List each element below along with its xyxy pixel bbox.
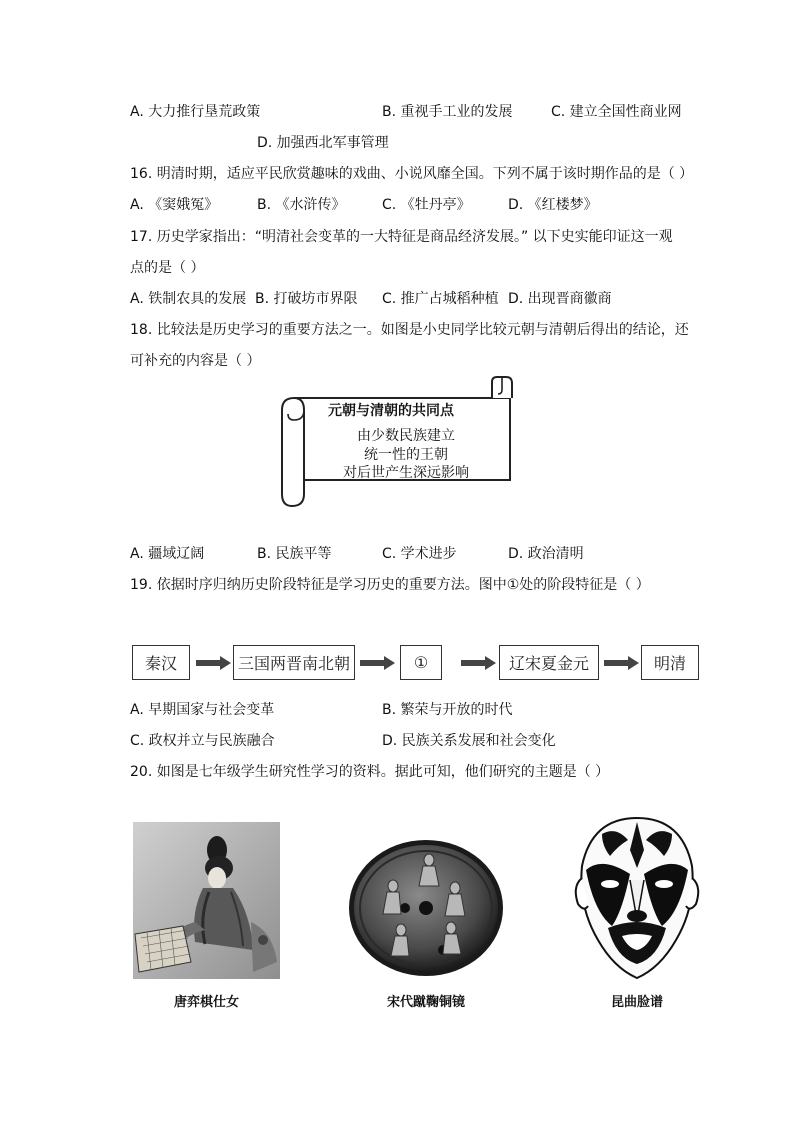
q16-option-d: D. 《红楼梦》: [508, 197, 598, 213]
q20-stem: 20. 如图是七年级学生研究性学习的资料。据此可知，他们研究的主题是（ ）: [130, 764, 610, 780]
caption-kunqu-mask: 昆曲脸谱: [610, 995, 663, 1010]
q17-option-a: A. 铁制农具的发展: [130, 291, 247, 307]
q17-option-c: C. 推广占城稻种植: [382, 291, 499, 307]
timeline-box-ming-qing: 明清: [641, 645, 699, 680]
timeline-box-blank: ①: [400, 645, 442, 680]
arrow-icon: [461, 655, 497, 671]
q16-option-a: A. 《窦娥冤》: [130, 197, 219, 213]
q16-stem: 16. 明清时期，适应平民欣赏趣味的戏曲、小说风靡全国。下列不属于该时期作品的是（ ）: [130, 166, 694, 182]
q17-stem-line1: 17. 历史学家指出：“明清社会变革的一大特征是商品经济发展。” 以下史实能印证这一观: [130, 229, 673, 245]
q18-option-b: B. 民族平等: [257, 546, 332, 562]
arrow-icon: [360, 655, 396, 671]
q18-stem-line1: 18. 比较法是历史学习的重要方法之一。如图是小史同学比较元朝与清朝后得出的结论，还: [130, 322, 689, 338]
q18-option-d: D. 政治清明: [508, 546, 584, 562]
q17-option-d: D. 出现晋商徽商: [508, 291, 612, 307]
arrow-icon: [604, 655, 640, 671]
q16-option-c: C. 《牡丹亭》: [382, 197, 471, 213]
q16-option-b: B. 《水浒传》: [257, 197, 346, 213]
timeline-box-qin-han: 秦汉: [132, 645, 190, 680]
kunqu-opera-mask-image: [572, 816, 702, 982]
q15-option-a: A. 大力推行垦荒政策: [130, 104, 261, 120]
scroll-line-3: 对后世产生深远影响: [343, 465, 469, 481]
q19-option-b: B. 繁荣与开放的时代: [382, 702, 513, 718]
q18-stem-line2: 可补充的内容是（ ）: [130, 353, 261, 369]
timeline-box-liao-song: 辽宋夏金元: [499, 645, 599, 680]
q15-option-d: D. 加强西北军事管理: [257, 135, 389, 151]
tang-lady-painting-image: [133, 822, 280, 979]
timeline-box-three-kingdoms: 三国两晋南北朝: [233, 645, 355, 680]
caption-tang-lady: 唐弈棋仕女: [173, 995, 239, 1010]
q17-option-b: B. 打破坊市界限: [255, 291, 358, 307]
q17-stem-line2: 点的是（ ）: [130, 260, 205, 276]
q15-option-b: B. 重视手工业的发展: [382, 104, 513, 120]
q18-option-a: A. 疆域辽阔: [130, 546, 205, 562]
arrow-icon: [196, 655, 232, 671]
q15-option-c: C. 建立全国性商业网: [551, 104, 682, 120]
q19-option-d: D. 民族关系发展和社会变化: [382, 733, 556, 749]
q19-option-c: C. 政权并立与民族融合: [130, 733, 275, 749]
caption-song-mirror: 宋代蹴鞠铜镜: [386, 995, 465, 1010]
q18-option-c: C. 学术进步: [382, 546, 457, 562]
scroll-title: 元朝与清朝的共同点: [328, 403, 454, 419]
q19-option-a: A. 早期国家与社会变革: [130, 702, 275, 718]
song-cuju-mirror-image: [347, 838, 505, 978]
scroll-line-1: 由少数民族建立: [357, 428, 455, 444]
q19-stem: 19. 依据时序归纳历史阶段特征是学习历史的重要方法。图中①处的阶段特征是（ ）: [130, 577, 650, 593]
scroll-line-2: 统一性的王朝: [364, 447, 448, 463]
scroll-figure: [280, 376, 516, 508]
